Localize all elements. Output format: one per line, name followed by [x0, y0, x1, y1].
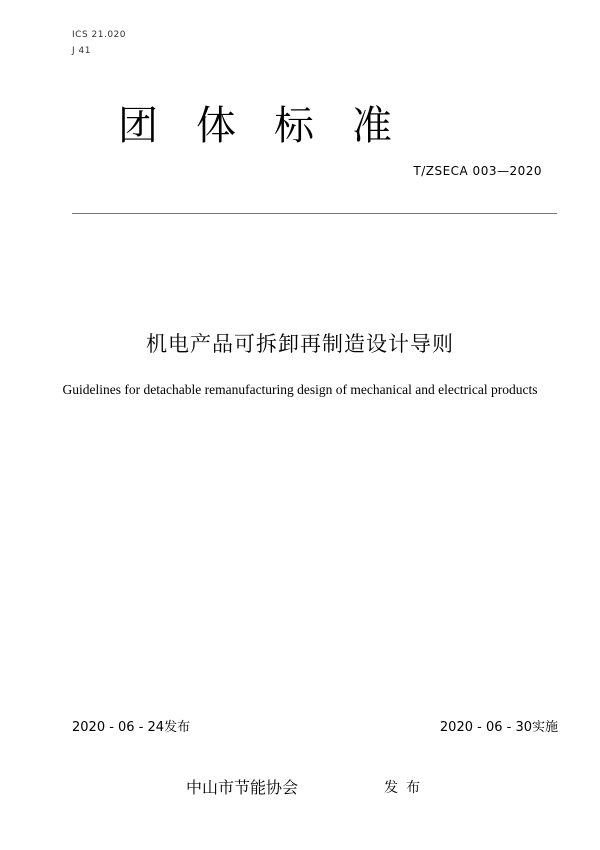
document-title-english: Guidelines for detachable remanufacturing design of mechanical and electrical products: [62, 382, 538, 397]
ccs-code: J 41: [72, 46, 91, 56]
issue-label: 发布: [384, 780, 428, 796]
document-title-chinese: 机电产品可拆卸再制造设计导则: [146, 332, 454, 356]
implementation-date: 2020 - 06 - 30实施: [439, 720, 558, 735]
publisher-name: 中山市节能协会: [186, 778, 299, 797]
publish-date: 2020 - 06 - 24发布: [72, 720, 191, 735]
ics-code: ICS 21.020: [72, 30, 127, 40]
standard-type-title: 团体标准: [118, 103, 430, 149]
standard-code: T/ZSECA 003—2020: [413, 164, 542, 178]
header-divider: [72, 213, 557, 214]
